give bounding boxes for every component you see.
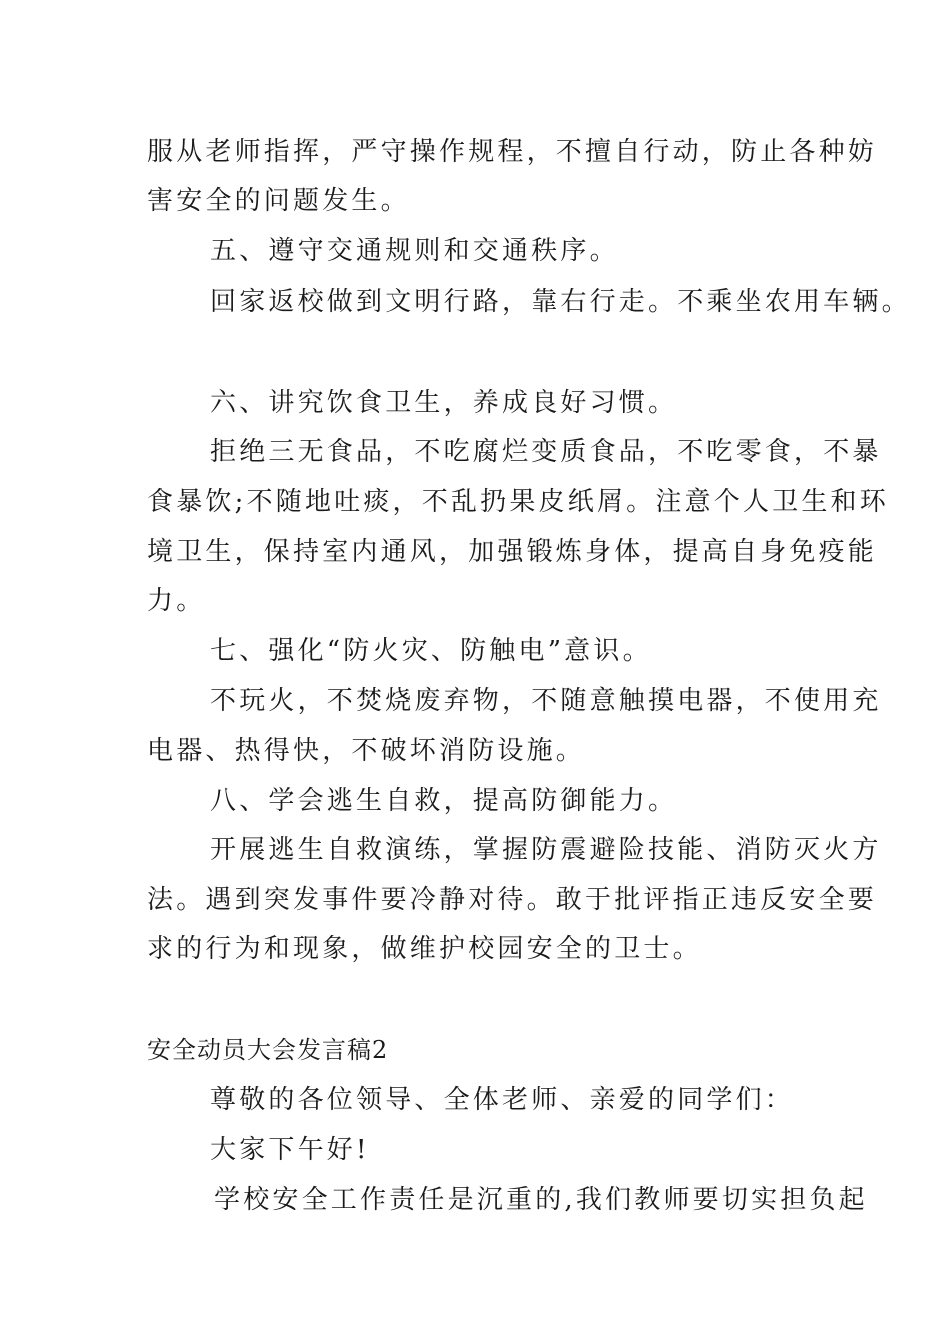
paragraph-line: 学校安全工作责任是沉重的,我们教师要切实担负起 — [214, 1185, 868, 1215]
section-heading-escape: 八、学会逃生自救，提高防御能力。 — [210, 786, 678, 816]
paragraph-line: 法。遇到突发事件要冷静对待。敢于批评指正违反安全要 — [147, 885, 878, 915]
paragraph-line: 境卫生，保持室内通风，加强锻炼身体，提高自身免疫能 — [147, 537, 878, 567]
salutation-line: 尊敬的各位领导、全体老师、亲爱的同学们： — [210, 1085, 795, 1115]
paragraph-line: 服从老师指挥，严守操作规程，不擅自行动，防止各种妨 — [147, 137, 878, 167]
section-heading-traffic: 五、遵守交通规则和交通秩序。 — [210, 236, 619, 266]
section-heading-fire: 七、强化“防火灾、防触电”意识。 — [210, 636, 652, 666]
paragraph-line: 拒绝三无食品，不吃腐烂变质食品，不吃零食，不暴 — [210, 437, 882, 467]
paragraph-line: 食暴饮;不随地吐痰，不乱扔果皮纸屑。注意个人卫生和环 — [147, 487, 889, 517]
speech-title: 安全动员大会发言稿2 — [147, 1036, 389, 1064]
greeting-line: 大家下午好! — [210, 1135, 370, 1165]
section-heading-food: 六、讲究饮食卫生，养成良好习惯。 — [210, 388, 678, 418]
paragraph-line: 不玩火，不焚烧废弃物，不随意触摸电器，不使用充 — [210, 686, 882, 716]
paragraph-line: 开展逃生自救演练，掌握防震避险技能、消防灭火方 — [210, 835, 882, 865]
paragraph-line: 电器、热得快，不破坏消防设施。 — [147, 736, 586, 766]
paragraph-line: 回家返校做到文明行路，靠右行走。不乘坐农用车辆。 — [210, 287, 911, 317]
paragraph-line: 害安全的问题发生。 — [147, 186, 410, 216]
paragraph-line: 求的行为和现象，做维护校园安全的卫士。 — [147, 934, 702, 964]
paragraph-line: 力。 — [147, 586, 206, 616]
